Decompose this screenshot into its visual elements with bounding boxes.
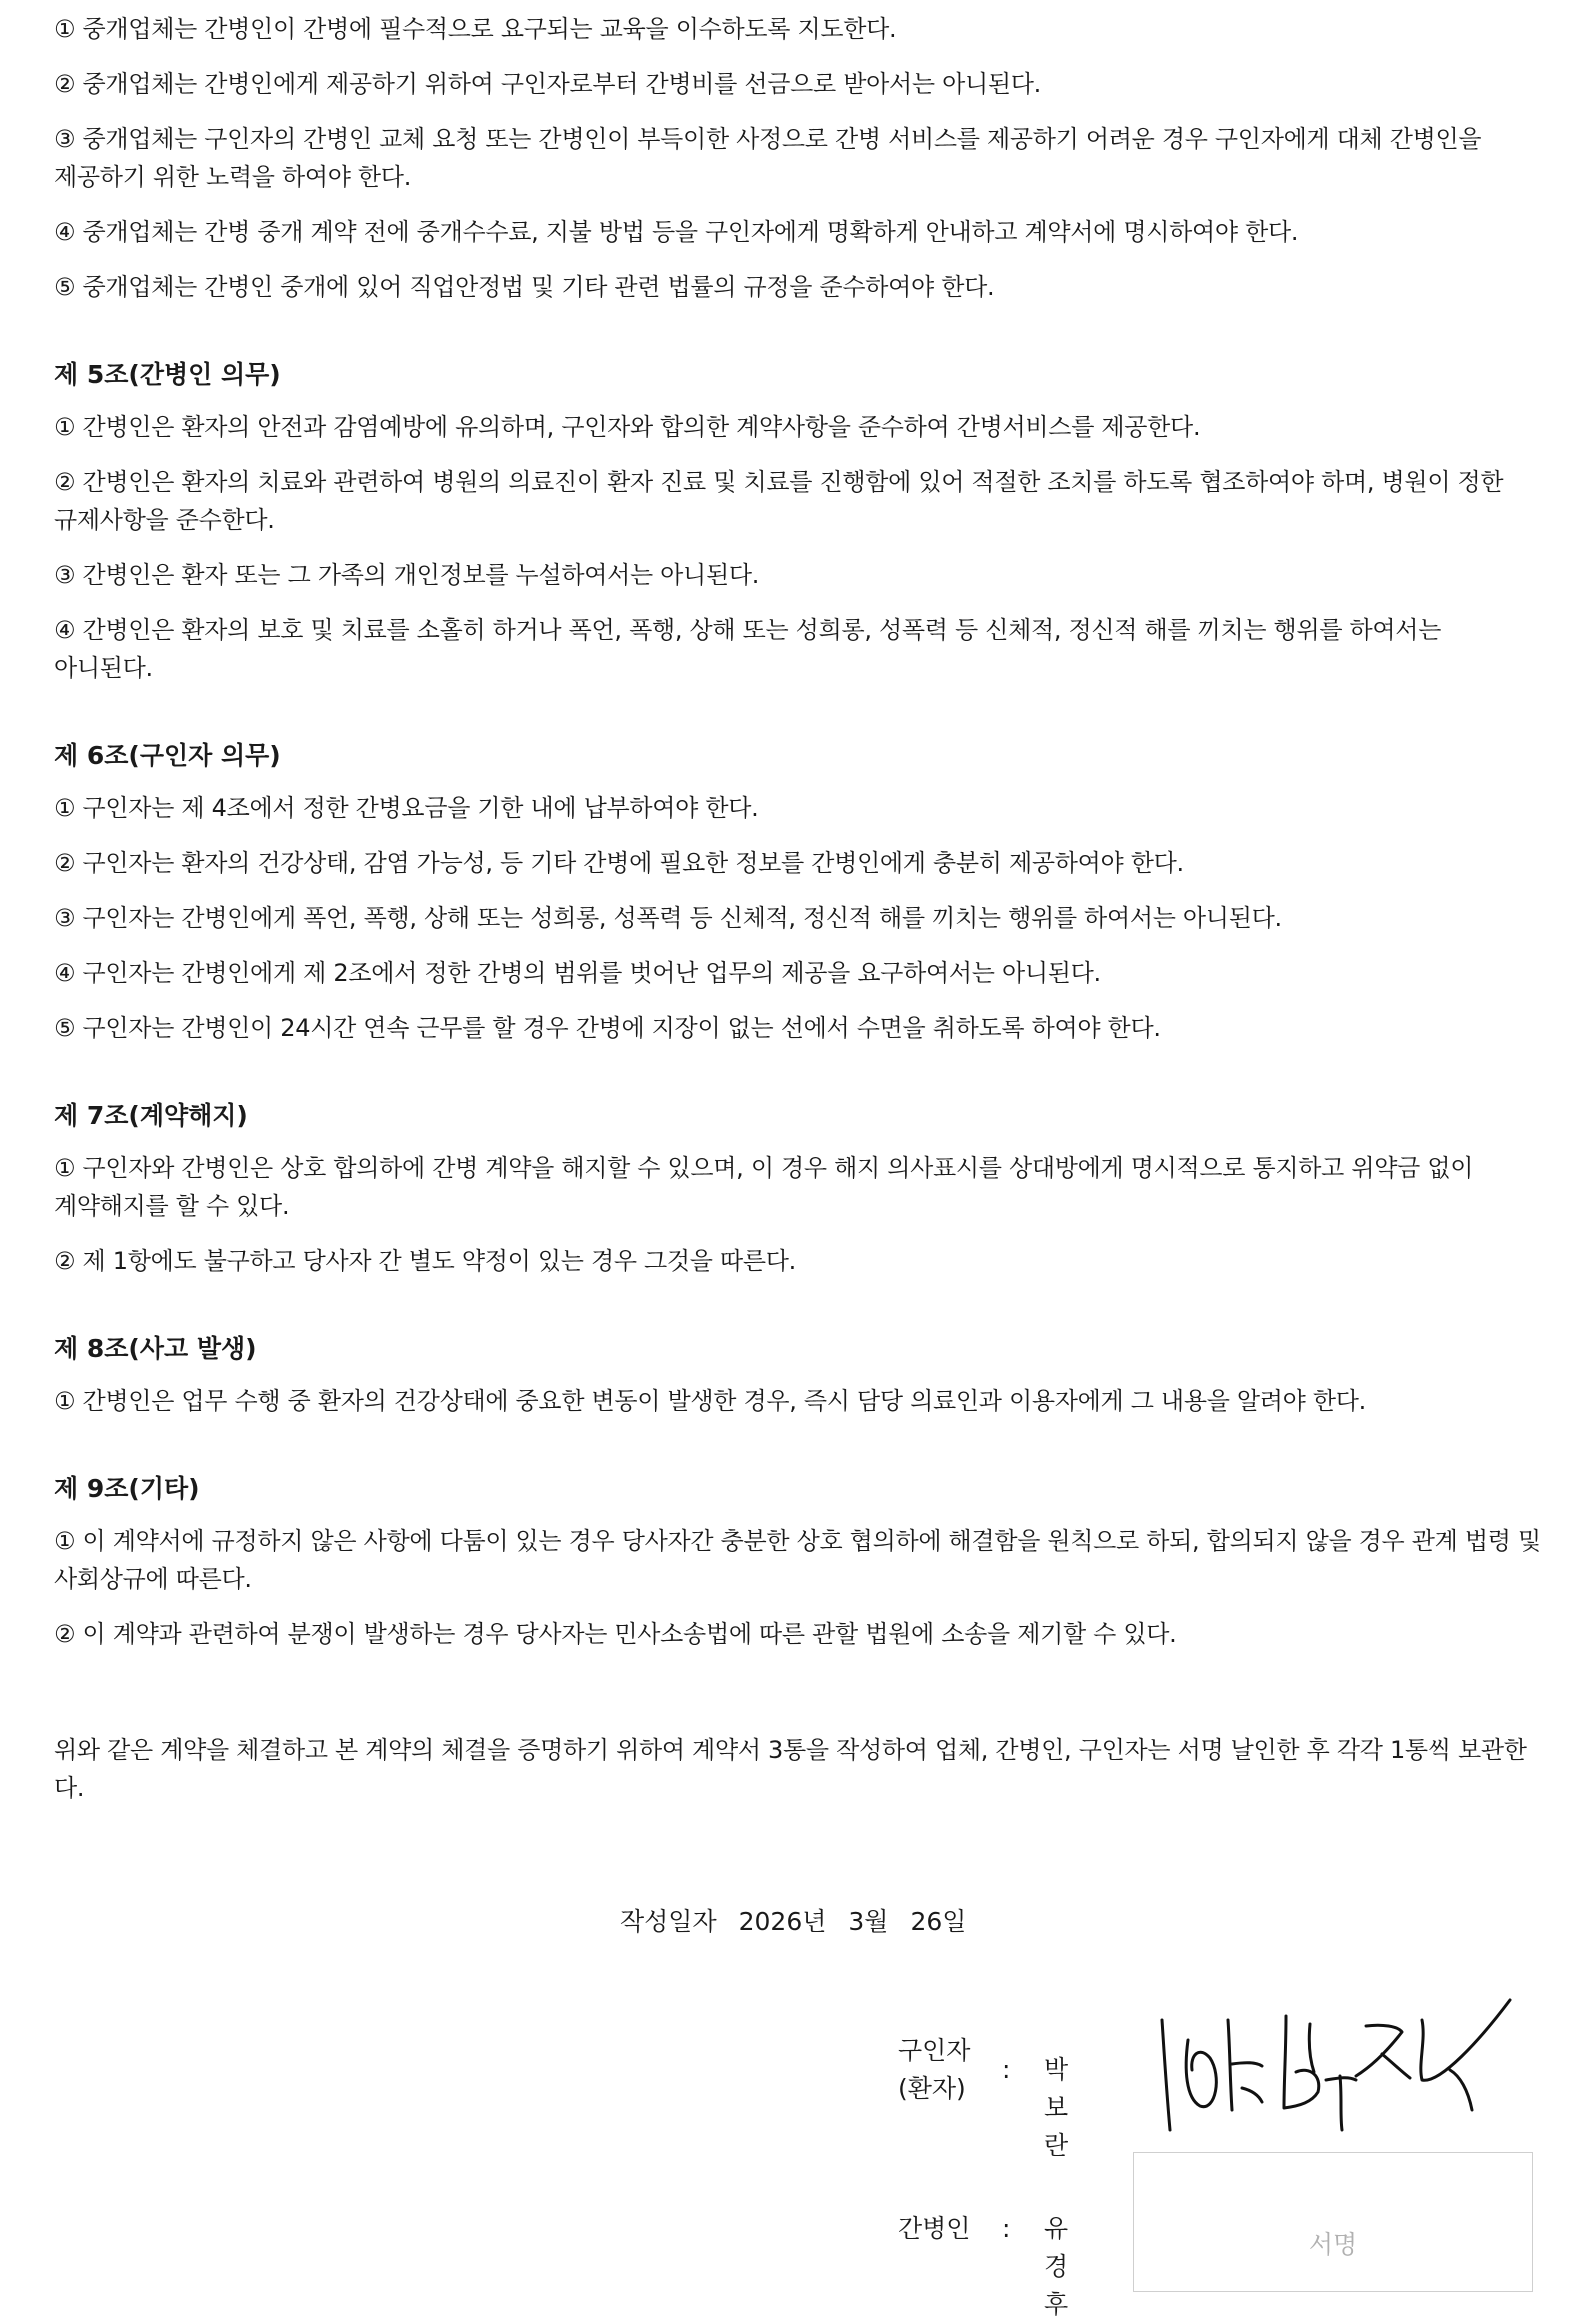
article-title: 제 5조(간병인 의무) (54, 360, 281, 389)
date-day: 26일 (910, 1907, 967, 1936)
signature-placeholder: 서명 (1308, 2230, 1358, 2259)
clause: ② 제 1항에도 불구하고 당사자 간 별도 약정이 있는 경우 그것을 따른다. (54, 1247, 796, 1275)
clause: ② 이 계약과 관련하여 분쟁이 발생하는 경우 당사자는 민사소송법에 따른 관할 법원에 소송을 제기할 수 있다. (54, 1620, 1177, 1648)
article-5 (54, 356, 1544, 687)
client-role-line2: (환자) (898, 2074, 966, 2103)
clause: ① 구인자는 제 4조에서 정한 간병요금을 기한 내에 납부하여야 한다. (54, 794, 759, 822)
clause: ① 구인자와 간병인은 상호 합의하에 간병 계약을 해지할 수 있으며, 이 경우 해지 의사표시를 상대방에게 명시적으로 통지하고 위약금 없이 계약해지를 할 수 있다. (54, 1154, 1474, 1220)
article-title: 제 8조(사고 발생) (54, 1334, 257, 1363)
article-title: 제 7조(계약해지) (54, 1101, 248, 1130)
colon: : (1002, 2055, 1011, 2084)
article-title: 제 9조(기타) (54, 1474, 200, 1503)
clause: ② 간병인은 환자의 치료와 관련하여 병원의 의료진이 환자 진료 및 치료를 진행함에 있어 적절한 조치를 하도록 협조하여야 하며, 병원이 정한 규제사항을 준수한다. (54, 468, 1504, 534)
colon: : (1002, 2214, 1011, 2243)
closing-statement: 위와 같은 계약을 체결하고 본 계약의 체결을 증명하기 위하여 계약서 3통을 작성하여 업체, 간병인, 구인자는 서명 날인한 후 각각 1통씩 보관한다. (54, 1736, 1527, 1802)
article-6 (54, 737, 1544, 1047)
client-handwritten-signature (1150, 1980, 1530, 2140)
client-role-line1: 구인자 (898, 2036, 971, 2065)
clause: ① 간병인은 업무 수행 중 환자의 건강상태에 중요한 변동이 발생한 경우, 즉시 담당 의료인과 이용자에게 그 내용을 알려야 한다. (54, 1387, 1366, 1415)
client-role (898, 2032, 988, 2108)
clause: ④ 간병인은 환자의 보호 및 치료를 소홀히 하거나 폭언, 폭행, 상해 또는 성희롱, 성폭력 등 신체적, 정신적 해를 끼치는 행위를 하여서는 아니된다. (54, 616, 1442, 682)
clause: ② 구인자는 환자의 건강상태, 감염 가능성, 등 기타 간병에 필요한 정보를 간병인에게 충분히 제공하여야 한다. (54, 849, 1184, 877)
contract-date (620, 1903, 988, 1941)
date-label: 작성일자 (620, 1907, 717, 1936)
date-year: 2026년 (738, 1907, 827, 1936)
article-title: 제 6조(구인자 의무) (54, 741, 281, 770)
clause: ① 간병인은 환자의 안전과 감염예방에 유의하며, 구인자와 합의한 계약사항을 준수하여 간병서비스를 제공한다. (54, 413, 1201, 441)
client-name: 박보란 (1044, 2055, 1069, 2160)
clause: ① 중개업체는 간병인이 간병에 필수적으로 요구되는 교육을 이수하도록 지도한다. (54, 15, 897, 43)
article-7 (54, 1097, 1544, 1280)
clause: ③ 중개업체는 구인자의 간병인 교체 요청 또는 간병인이 부득이한 사정으로 간병 서비스를 제공하기 어려운 경우 구인자에게 대체 간병인을 제공하기 위한 노력을 하여야 한다. (54, 125, 1482, 191)
article-8 (54, 1330, 1544, 1420)
caregiver-role: 간병인 (898, 2214, 971, 2243)
caregiver-name: 유경후 (1044, 2214, 1069, 2319)
contract-document (54, 10, 1544, 1831)
date-month: 3월 (848, 1907, 889, 1936)
clause: ② 중개업체는 간병인에게 제공하기 위하여 구인자로부터 간병비를 선금으로 받아서는 아니된다. (54, 70, 1041, 98)
clause: ⑤ 중개업체는 간병인 중개에 있어 직업안정법 및 기타 관련 법률의 규정을 준수하여야 한다. (54, 273, 995, 301)
article-9 (54, 1470, 1544, 1653)
clause: ④ 구인자는 간병인에게 제 2조에서 정한 간병의 범위를 벗어난 업무의 제공을 요구하여서는 아니된다. (54, 959, 1101, 987)
clause: ④ 중개업체는 간병 중개 계약 전에 중개수수료, 지불 방법 등을 구인자에게 명확하게 안내하고 계약서에 명시하여야 한다. (54, 218, 1299, 246)
clause: ① 이 계약서에 규정하지 않은 사항에 다툼이 있는 경우 당사자간 충분한 상호 협의하에 해결함을 원칙으로 하되, 합의되지 않을 경우 관계 법령 및 사회상규에 따른다. (54, 1527, 1541, 1593)
clause: ③ 구인자는 간병인에게 폭언, 폭행, 상해 또는 성희롱, 성폭력 등 신체적, 정신적 해를 끼치는 행위를 하여서는 아니된다. (54, 904, 1282, 932)
article-4-continued (54, 10, 1544, 306)
clause: ③ 간병인은 환자 또는 그 가족의 개인정보를 누설하여서는 아니된다. (54, 561, 760, 589)
clause: ⑤ 구인자는 간병인이 24시간 연속 근무를 할 경우 간병에 지장이 없는 선에서 수면을 취하도록 하여야 한다. (54, 1014, 1161, 1042)
signature-box[interactable] (1133, 2152, 1533, 2292)
